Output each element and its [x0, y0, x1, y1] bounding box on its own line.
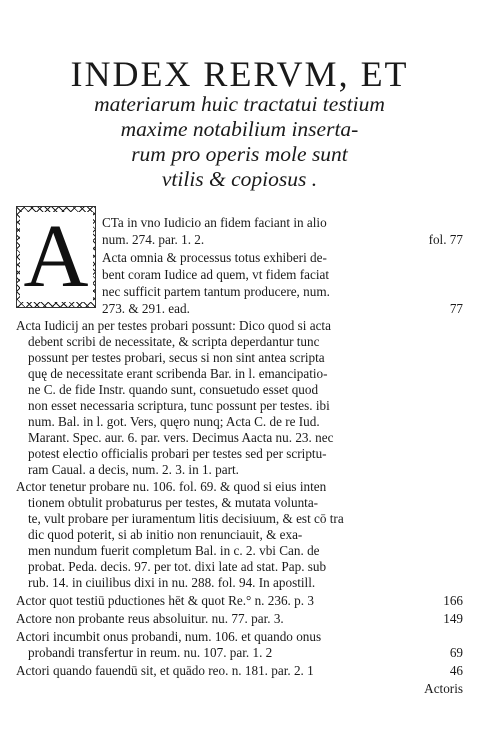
page-number: 69	[449, 645, 463, 660]
entry-line: Acta Iudicij an per testes probari possunt: Dico quod si acta	[16, 318, 331, 333]
entry-line: ne C. de fide Instr. quando sunt, consuetudo esset quod	[28, 382, 319, 397]
entry-line: Acta omnia & processus totus exhiberi de-	[102, 250, 327, 265]
entry-line: tionem obtulit probaturus per testes, & mutata volunta-	[28, 495, 319, 510]
subtitle-line: vtilis & copiosus .	[161, 167, 318, 191]
entry-line: possunt per testes probari, secus si non sint antea scripta	[28, 350, 325, 365]
entry-line: 273. & 291. ead.	[102, 301, 190, 316]
entry-line: Actor quot testiū pductiones hēt & quot Re.° n. 236. p. 3	[16, 593, 314, 608]
index-subtitle	[0, 92, 479, 192]
page-number: 149	[443, 611, 463, 626]
entry-line: non esset necessaria scriptura, tunc possunt per testes. ibi	[28, 398, 330, 413]
entry-line: num. 274. par. 1. 2.	[102, 232, 205, 247]
entry-line: te, vult probare per iuramentum litis decisiuum, & est cō tra	[28, 511, 344, 526]
page-number: 77	[449, 301, 463, 316]
page-number: 46	[449, 663, 463, 678]
entry-line: probat. Peda. decis. 97. per tot. dixi late ad stat. Pap. sub	[28, 559, 327, 574]
entry-line: Actori quando fauendū sit, et quādo reo. n. 181. par. 2. 1	[16, 663, 314, 678]
entry-line: CTa in vno Iudicio an fidem faciant in alio	[102, 215, 327, 230]
entry-line: Actor tenetur probare nu. 106. fol. 69. & quod si eius inten	[16, 479, 327, 494]
subtitle-line: rum pro operis mole sunt	[131, 142, 348, 166]
decorated-initial	[16, 206, 96, 308]
initial-letter: A	[20, 212, 93, 302]
page-number: fol. 77	[428, 232, 463, 247]
entry-line: Actore non probante reus absoluitur. nu. 77. par. 3.	[16, 611, 284, 626]
entry-line: debent scribi de necessitate, & scripta deperdantur tunc	[28, 334, 320, 349]
entry-line: num. Bal. in l. got. Vers, quęro nunq; Acta C. de re Iud.	[28, 414, 320, 429]
entry-line: rub. 14. in ciuilibus dixi in nu. 288. fol. 94. In apostill.	[28, 575, 316, 590]
entry-line: Marant. Spec. aur. 6. par. vers. Decimus Aacta nu. 23. nec	[28, 430, 334, 445]
entry-line: nec sufficit partem tantum producere, num.	[102, 284, 330, 299]
entry-line: potest electio officialis probari per testes sed per scriptu-	[28, 446, 327, 461]
index-title: INDEX RERVM, ET	[70, 54, 409, 94]
entry-line: ram Caual. a decis, num. 2. 3. in 1. part.	[28, 462, 239, 477]
subtitle-line: maxime notabilium inserta-	[120, 117, 359, 141]
entry-line: probandi transfertur in reum. nu. 107. par. 1. 2	[28, 645, 273, 660]
subtitle-line: materiarum huic tractatui testium	[94, 92, 385, 116]
entry-line: men nundum fuerit completum Bal. in c. 2. vbi Can. de	[28, 543, 320, 558]
page-number: 166	[443, 593, 463, 608]
entry-line: quę de necessitate erant scribenda Bar. in l. emancipatio-	[28, 366, 328, 381]
catchword: Actoris	[424, 681, 463, 696]
entry-line: dic quod poterit, si ab initio non renunciauit, & exa-	[28, 527, 303, 542]
entry-line: bent coram Iudice ad quem, vt fidem faciat	[102, 267, 330, 282]
entry-line: Actori incumbit onus probandi, num. 106. et quando onus	[16, 629, 322, 644]
